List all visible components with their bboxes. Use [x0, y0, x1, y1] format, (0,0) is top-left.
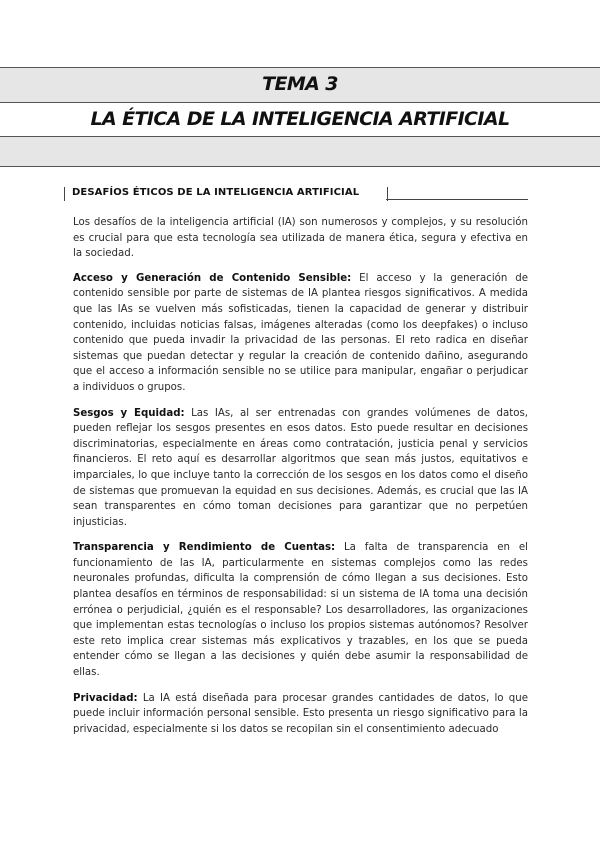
paragraph-privacidad-body: La IA está diseñada para procesar grandes cantidades de datos, lo que puede incluir información personal sensible. Esto presenta un riesgo significativo para la privacidad, especialmente si los datos se recopilan sin el consentimiento adecuado [73, 692, 528, 735]
paragraph-acceso-title: Acceso y Generación de Contenido Sensible: [73, 272, 352, 284]
section-heading: DESAFÍOS ÉTICOS DE LA INTELIGENCIA ARTIFICIAL [72, 187, 360, 198]
paragraph-privacidad [73, 691, 528, 738]
intro-paragraph: Los desafíos de la inteligencia artificial (IA) son numerosos y complejos, y su resolución es crucial para que esta tecnología sea utilizada de manera ética, segura y efectiva en la sociedad. [73, 217, 528, 260]
paragraph-acceso [73, 271, 528, 396]
paragraph-transparencia-title: Transparencia y Rendimiento de Cuentas: [73, 542, 336, 554]
paragraph-privacidad-title: Privacidad: [73, 692, 138, 704]
paragraph-transparencia-body: La falta de transparencia en el funcionamiento de las IA, particularmente en sistemas complejos como las redes neuronales profundas, dificulta la comprensión de cómo llegan a sus decisiones. Esto plantea desafíos en términos de responsabilidad: si un sistema de IA toma una decisión errónea o perjudicial, ¿quién es el responsable? Los desarrolladores, las organizaciones que implementan estas tecnologías o incluso los propios sistemas autónomos? Resolver este reto implica crear sistemas más explicativos y trazables, en los que se pueda entender cómo se llegan a las decisiones y quién debe asumir la responsabilidad de ellas. [73, 542, 528, 679]
tema-title: TEMA 3 [262, 73, 338, 95]
document-body [73, 215, 528, 747]
paragraph-sesgos [73, 406, 528, 531]
paragraph-transparencia [73, 540, 528, 680]
paragraph-sesgos-body: Las IAs, al ser entrenadas con grandes volúmenes de datos, pueden reflejar los sesgos presentes en esos datos. Esto puede resultar en decisiones discriminatorias, especialmente en áreas como contratación, justicia penal y servicios financieros. El reto aquí es desarrollar algoritmos que sean más justos, equitativos e imparciales, lo que incluye tanto la corrección de los sesgos en los datos como el diseño de sistemas que promuevan la equidad en sus decisiones. Además, es crucial que las IA sean transparentes en cómo toman decisiones para garantizar que no perpetúen injusticias. [73, 407, 528, 528]
paragraph-sesgos-title: Sesgos y Equidad: [73, 407, 185, 419]
page-title: LA ÉTICA DE LA INTELIGENCIA ARTIFICIAL [90, 108, 510, 130]
title-band-bottom [0, 136, 600, 167]
section-heading-rule [386, 199, 528, 200]
paragraph-acceso-body: El acceso y la generación de contenido sensible por parte de sistemas de IA plantea riesgos significativos. A medida que las IAs se vuelven más sofisticadas, tienen la capacidad de generar y distribuir contenido, incluidas noticias falsas, imágenes alteradas (como los deepfakes) o incluso contenido que pueda invadir la privacidad de las personas. El reto radica en diseñar sistemas que puedan detectar y regular la creación de contenido dañino, asegurando que el acceso a información sensible no se utilice para manipular, engañar o perjudicar a individuos o grupos. [73, 272, 528, 393]
section-heading-box [64, 187, 388, 201]
